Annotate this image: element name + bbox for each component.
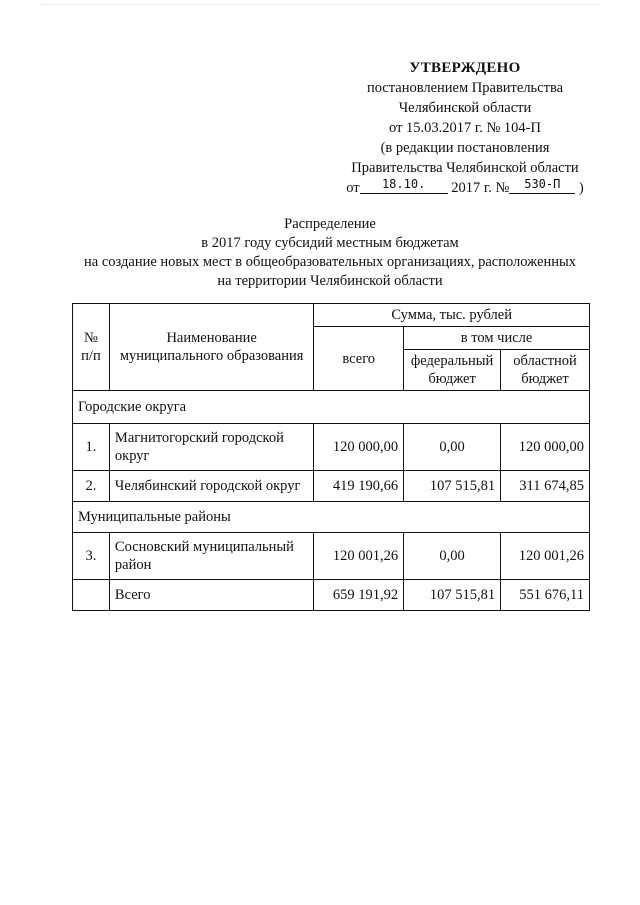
number-fill-line — [509, 178, 575, 194]
approval-block — [330, 58, 600, 198]
header-name: Наименование муниципального образования — [109, 304, 313, 391]
section-row — [73, 391, 590, 424]
cell-num: 1. — [73, 424, 110, 471]
cell-federal: 0,00 — [404, 424, 501, 471]
cell-regional: 120 000,00 — [501, 424, 590, 471]
table-row — [73, 424, 590, 471]
cell-name: Сосновский муниципальный район — [109, 533, 313, 580]
cell-total: 419 190,66 — [314, 471, 404, 502]
cell-num-empty — [73, 580, 110, 611]
total-total: 659 191,92 — [314, 580, 404, 611]
total-label: Всего — [109, 580, 313, 611]
approval-date-line — [330, 178, 600, 198]
total-federal: 107 515,81 — [404, 580, 501, 611]
scan-noise — [40, 4, 600, 13]
approval-line: (в редакции постановления — [380, 140, 550, 156]
cell-num: 2. — [73, 471, 110, 502]
section-title: Муниципальные районы — [73, 502, 590, 533]
close-paren: ) — [578, 180, 584, 196]
header-total: всего — [314, 327, 404, 391]
section-row — [73, 502, 590, 533]
table-row — [73, 533, 590, 580]
cell-name: Челябинский городской округ — [109, 471, 313, 502]
cell-name: Магнитогорский городской округ — [109, 424, 313, 471]
approval-line: Челябинской области — [398, 100, 532, 116]
cell-num: 3. — [73, 533, 110, 580]
title-line: в 2017 году субсидий местным бюджетам — [201, 235, 459, 251]
cell-federal: 0,00 — [404, 533, 501, 580]
table-row — [73, 471, 590, 502]
subsidy-table — [72, 303, 590, 611]
total-regional: 551 676,11 — [501, 580, 590, 611]
typed-number: 530-П — [524, 177, 561, 191]
approval-line: от 15.03.2017 г. № 104-П — [389, 120, 541, 136]
header-sum: Сумма, тыс. рублей — [314, 304, 590, 327]
document-title — [60, 215, 600, 291]
cell-regional: 311 674,85 — [501, 471, 590, 502]
header-including: в том числе — [404, 327, 590, 350]
approval-line: Правительства Челябинской области — [351, 160, 579, 176]
cell-total: 120 001,26 — [314, 533, 404, 580]
typed-date: 18.10. — [381, 177, 426, 191]
cell-regional: 120 001,26 — [501, 533, 590, 580]
header-num: № п/п — [73, 304, 110, 391]
date-fill-line — [360, 178, 448, 194]
title-line: Распределение — [284, 216, 376, 232]
cell-total: 120 000,00 — [314, 424, 404, 471]
title-line: на территории Челябинской области — [217, 273, 443, 289]
total-row — [73, 580, 590, 611]
approval-line: постановлением Правительства — [366, 80, 564, 96]
title-line: на создание новых мест в общеобразовательных организациях, расположенных — [84, 254, 576, 270]
cell-federal: 107 515,81 — [404, 471, 501, 502]
header-row-1 — [73, 304, 590, 327]
from-prefix: от — [346, 180, 360, 196]
section-title: Городские округа — [73, 391, 590, 424]
year-text: 2017 г. № — [451, 180, 510, 196]
header-federal: федеральный бюджет — [404, 350, 501, 391]
approval-heading: УТВЕРЖДЕНО — [409, 60, 521, 76]
header-regional: областной бюджет — [501, 350, 590, 391]
